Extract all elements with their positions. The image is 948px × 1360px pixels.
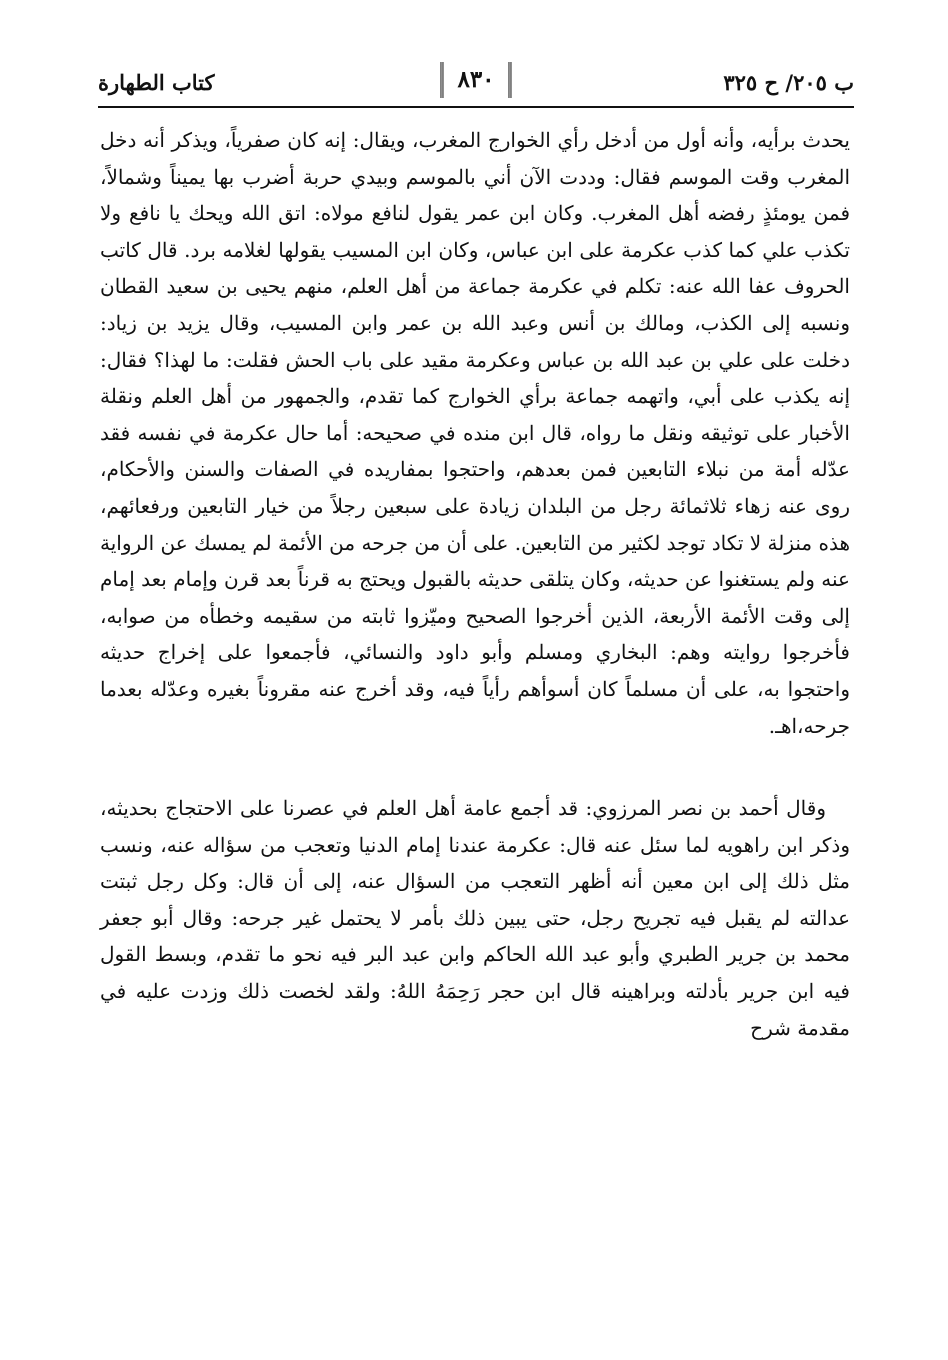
paragraph-2: وقال أحمد بن نصر المرزوي: قد أجمع عامة أهل العلم في عصرنا على الاحتجاج بحديثه، وذكر ابن راهويه لما سئل عنه قال: عكرمة عندنا إمام الدنيا وتعجب من سؤاله عنه، ونسب مثل ذلك إلى ابن معين أنه أظهر التعجب من السؤال عنه، إلى أن قال: وكل رجل ثبتت عدالته لم يقبل فيه تجريح رجل، حتى يبين ذلك بأمر لا يحتمل غير جرحه: وقال أبو جعفر محمد بن جرير الطبري وأبو عبد الله الحاكم وابن عبد البر فيه نحو ما تقدم، وبسط القول فيه ابن جرير بأدلته وبراهينه قال ابن حجر رَحِمَهُ اللهُ: ولقد لخصت ذلك وزدت عليه في مقدمة شرح	[100, 796, 850, 1040]
page-number: ٨٣٠	[440, 62, 511, 98]
header-divider	[98, 106, 854, 108]
page-header	[98, 62, 854, 106]
book-title: كتاب الطهارة	[98, 70, 215, 95]
paragraph-1: يحدث برأيه، وأنه أول من أدخل رأي الخوارج المغرب، ويقال: إنه كان صفرياً، ويذكر أنه دخل المغرب وقت الموسم فقال: وددت الآن أني بالموسم وبيدي حربة أضرب بها يميناً وشمالاً، فمن يومئذٍ رفضه أهل المغرب. وكان ابن عمر يقول لنافع مولاه: اتق الله ويحك يا نافع ولا تكذب علي كما كذب عكرمة على ابن عباس، وكان ابن المسيب يقولها لغلامه برد. قال كاتب الحروف عفا الله عنه: تكلم في عكرمة جماعة من أهل العلم، منهم يحيى بن سعيد القطان ونسبه إلى الكذب، ومالك بن أنس وعبد الله بن عمر وابن المسيب، وقال يزيد بن زياد: دخلت على علي بن عبد الله بن عباس وعكرمة مقيد على باب الحش فقلت: ما لهذا؟ فقال: إنه يكذب على أبي، واتهمه جماعة برأي الخوارج كما تقدم، والجمهور من أهل العلم ونقلة الأخبار على توثيقه ونقل ما رواه، قال ابن منده في صحيحه: أما حال عكرمة في نفسه فقد عدّله أمة من نبلاء التابعين فمن بعدهم، واحتجوا بمفاريده في الصفات والسنن والأحكام، روى عنه زهاء ثلاثمائة رجل من البلدان زيادة على سبعين رجلاً من خيار التابعين ورفعائهم، هذه منزلة لا تكاد توجد لكثير من التابعين. على أن من جرحه من الأئمة لم يمسك عن الرواية عنه ولم يستغنوا عن حديثه، وكان يتلقى حديثه بالقبول ويحتج به قرناً بعد قرن وإمام بعد إمام إلى وقت الأئمة الأربعة، الذين أخرجوا الصحيح وميّزوا ثابته من سقيمه وخطأه من صوابه، فأخرجوا روايته وهم: البخاري ومسلم وأبو داود والنسائي، فأجمعوا على إخراج حديثه واحتجوا به، على أن مسلماً كان أسوأهم رأياً فيه، وقد أخرج عنه مقروناً بغيره وعدّله بعدما جرحه،اهـ.	[100, 128, 850, 738]
section-reference: ب ٢٠٥/ ح ٣٢٥	[723, 70, 854, 95]
page-body	[100, 122, 850, 1046]
